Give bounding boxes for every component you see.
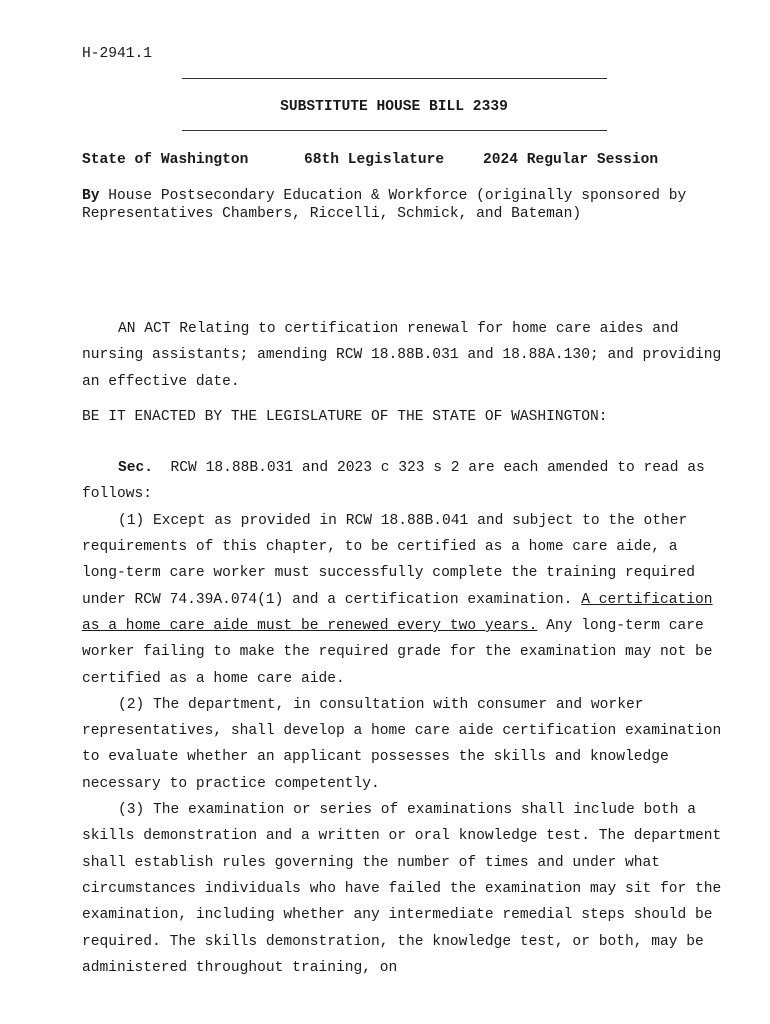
- title-rule-top: [182, 78, 607, 79]
- enacting-clause: BE IT ENACTED BY THE LEGISLATURE OF THE STATE OF WASHINGTON:: [82, 408, 608, 425]
- subsection-2: (2) The department, in consultation with consumer and worker representatives, shall develop a home care aide certification examination to evaluate whether an applicant possesses the skills and knowledge necessary to practice competently.: [82, 696, 722, 792]
- subsection-1: [82, 508, 722, 692]
- session-label: 2024 Regular Session: [483, 152, 659, 168]
- bill-body: [82, 316, 722, 981]
- subsection-3: (3) The examination or series of examinations shall include both a skills demonstration and a written or oral knowledge test. The department shall establish rules governing the number of times and under what circumstances individuals who have failed the examination may sit for the examination, including whether any intermediate remedial steps should be required. The skills demonstration, the knowledge test, or both, may be administered throughout training, on: [82, 802, 722, 976]
- sponsor-by-label: By: [82, 188, 100, 204]
- bill-title: SUBSTITUTE HOUSE BILL 2339: [280, 99, 508, 115]
- section-label: Sec.: [118, 460, 154, 477]
- document-id: H-2941.1: [82, 46, 153, 62]
- section-intro-text: RCW 18.88B.031 and 2023 c 323 s 2 are each amended to read as follows:: [82, 460, 705, 503]
- title-rule-bottom: [182, 130, 607, 131]
- legislature-label: 68th Legislature: [304, 152, 445, 168]
- section-1-intro: [82, 455, 722, 508]
- inserted-amendment-text: A certification as a home care aide must be renewed every two years.: [82, 591, 713, 634]
- sponsor-text: House Postsecondary Education & Workforce (originally sponsored by Representatives Chambers, Riccelli, Schmick, and Bateman): [82, 188, 687, 222]
- subsection-1-text: (1) Except as provided in RCW 18.88B.041 and subject to the other requirements of this chapter, to be certified as a home care aide, a long-term care worker must successfully complete the training required under RCW 74.39A.074(1) and a certification examination.: [82, 512, 696, 608]
- subsection-1-continued: Any long-term care worker failing to make the required grade for the examination may not be certified as a home care aide.: [82, 617, 713, 687]
- sponsor-line: [82, 187, 722, 223]
- act-title: AN ACT Relating to certification renewal for home care aides and nursing assistants; amending RCW 18.88B.031 and 18.88A.130; and providing an effective date.: [82, 321, 722, 390]
- state-label: State of Washington: [82, 152, 249, 168]
